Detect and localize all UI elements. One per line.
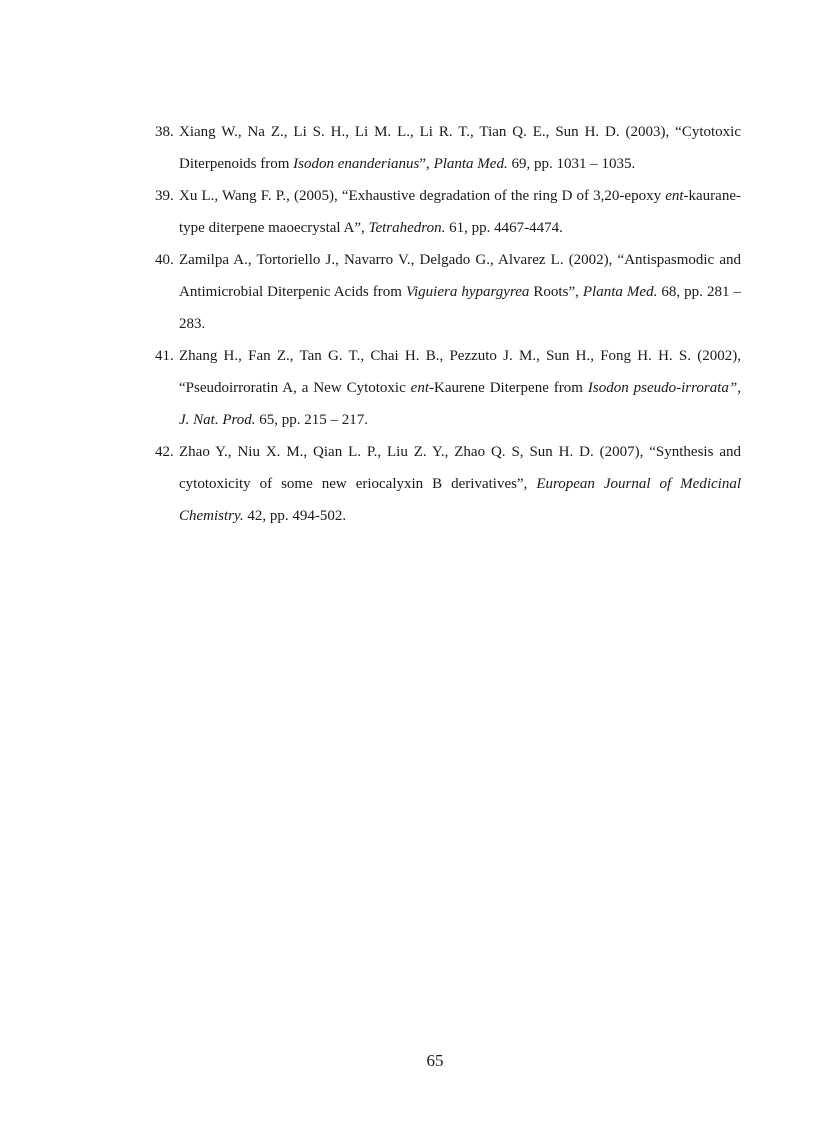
reference-text: Zhao Y., Niu X. M., Qian L. P., Liu Z. Y., Zhao Q. S, Sun H. D. (2007), “Synthesis and cytotoxicity of some new eriocalyxin B derivatives”,: [179, 444, 741, 492]
reference-text: Roots”,: [529, 284, 583, 300]
reference-italic-text: Planta Med.: [582, 284, 658, 300]
reference-list: [155, 116, 741, 532]
reference-italic-text: Isodon pseudo-irrorata”, J. Nat. Prod.: [179, 380, 742, 428]
reference-italic-text: Isodon enanderianus: [293, 156, 420, 172]
reference-text: 69, pp. 1031 – 1035.: [507, 156, 636, 172]
reference-number: 39.: [155, 188, 174, 204]
reference-italic-text: ent: [410, 380, 429, 396]
reference-item: [155, 244, 741, 340]
reference-text: -kaurane-type diterpene maoecrystal A”,: [179, 188, 741, 236]
reference-text: Xu L., Wang F. P., (2005), “Exhaustive degradation of the ring D of 3,20-epoxy: [179, 188, 666, 204]
reference-text: 61, pp. 4467-4474.: [445, 220, 563, 236]
reference-italic-text: Planta Med.: [433, 156, 508, 172]
reference-text: 65, pp. 215 – 217.: [255, 412, 369, 428]
page-number: 65: [426, 1051, 444, 1070]
reference-text: -Kaurene Diterpene from: [429, 380, 588, 396]
reference-italic-text: Viguiera hypargyrea: [405, 284, 530, 300]
reference-italic-text: European Journal of Medicinal Chemistry.: [179, 476, 741, 524]
reference-number: 42.: [155, 444, 174, 460]
reference-item: [155, 180, 741, 244]
reference-italic-text: ent: [665, 188, 684, 204]
reference-text: ”,: [419, 156, 434, 172]
reference-number: 40.: [155, 252, 174, 268]
reference-item: [155, 340, 741, 436]
reference-item: [155, 436, 741, 532]
reference-text: Xiang W., Na Z., Li S. H., Li M. L., Li R. T., Tian Q. E., Sun H. D. (2003), “Cytotoxic Diterpenoids from: [179, 124, 741, 172]
reference-text: Zhang H., Fan Z., Tan G. T., Chai H. B., Pezzuto J. M., Sun H., Fong H. H. S. (2002), “Pseudoirroratin A, a New Cytotoxic: [179, 348, 741, 396]
reference-text: Zamilpa A., Tortoriello J., Navarro V., Delgado G., Alvarez L. (2002), “Antispasmodic and Antimicrobial Diterpenic Acids from: [179, 252, 741, 300]
reference-number: 41.: [155, 348, 174, 364]
reference-italic-text: Tetrahedron.: [368, 220, 446, 236]
reference-item: [155, 116, 741, 180]
reference-number: 38.: [155, 124, 174, 140]
reference-text: 68, pp. 281 – 283.: [179, 284, 741, 332]
reference-text: 42, pp. 494-502.: [243, 508, 347, 524]
